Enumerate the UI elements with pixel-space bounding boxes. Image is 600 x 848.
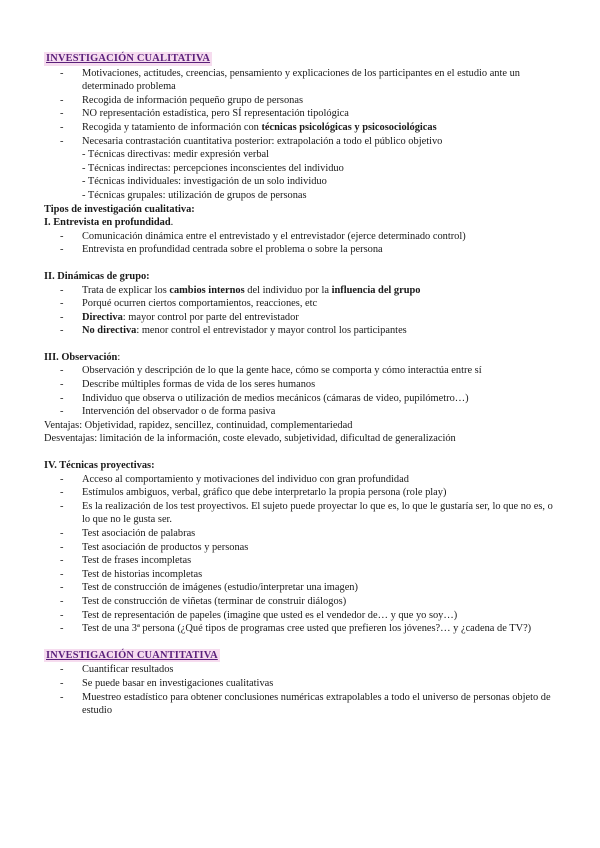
list-item: - Test de representación de papeles (imagine que usted es el vendedor de… y que yo soy…) xyxy=(44,609,560,623)
list-item: - Entrevista en profundidad centrada sobre el problema o sobre la persona xyxy=(44,243,560,257)
list-item: - Test asociación de productos y personas xyxy=(44,541,560,555)
list-item: - Cuantificar resultados xyxy=(44,663,560,677)
list-item: - Porqué ocurren ciertos comportamientos, reacciones, etc xyxy=(44,297,560,311)
technique-item: - Técnicas grupales: utilización de grupos de personas xyxy=(82,189,307,201)
list-item: - Test de una 3ª persona (¿Qué tipos de programas cree usted que prefieren los jóvenes?… y ¿cadena de TV?) xyxy=(44,622,560,636)
list-item: - Acceso al comportamiento y motivaciones del individuo con gran profundidad xyxy=(44,473,560,487)
proyectivas-heading: IV. Técnicas proyectivas: xyxy=(44,460,155,472)
entrevista-list xyxy=(44,230,560,257)
dinamicas-list xyxy=(44,284,560,338)
list-item: - Se puede basar en investigaciones cualitativas xyxy=(44,677,560,691)
list-item: - Individuo que observa o utilización de medios mecánicos (cámaras de video, pupilómetro…) xyxy=(44,392,560,406)
list-item: - Directiva: mayor control por parte del entrevistador xyxy=(44,311,560,325)
list-item: - Muestreo estadístico para obtener conclusiones numéricas extrapolables a todo el universo de personas objeto de estudio xyxy=(44,691,560,718)
observacion-list xyxy=(44,364,560,418)
cualitativa-list xyxy=(44,67,560,149)
list-item: - No directiva: menor control el entrevistador y mayor control los participantes xyxy=(44,324,560,338)
list-item: - Describe múltiples formas de vida de los seres humanos xyxy=(44,378,560,392)
list-item: - NO representación estadística, pero SÍ representación tipológica xyxy=(44,107,560,121)
dinamicas-heading: II. Dinámicas de grupo: xyxy=(44,270,150,282)
list-item: - Test de historias incompletas xyxy=(44,568,560,582)
ventajas-text: Ventajas: Objetividad, rapidez, sencillez, continuidad, complementariedad xyxy=(44,419,353,431)
list-item: - Recogida de información pequeño grupo de personas xyxy=(44,94,560,108)
technique-item: - Técnicas individuales: investigación de un solo individuo xyxy=(82,176,327,188)
list-item: - Comunicación dinámica entre el entrevistado y el entrevistador (ejerce determinado control) xyxy=(44,230,560,244)
item-text: Recogida y tatamiento de información con xyxy=(82,121,262,133)
cuantitativa-list xyxy=(44,663,560,717)
list-item: - Estímulos ambiguos, verbal, gráfico que debe interpretarlo la propia persona (role play) xyxy=(44,486,560,500)
entrevista-heading: I. Entrevista en profundidad. xyxy=(44,217,174,229)
list-item: - Test de construcción de viñetas (terminar de construir diálogos) xyxy=(44,595,560,609)
list-item: - Es la realización de los test proyectivos. El sujeto puede proyectar lo que es, lo que le gustaría ser, lo que no es, o lo que no le gusta ser. xyxy=(44,500,560,527)
item-bold-text: técnicas psicológicas y psicosociológicas xyxy=(261,121,437,133)
list-item: - Test de construcción de imágenes (estudio/interpretar una imagen) xyxy=(44,581,560,595)
technique-item: - Técnicas indirectas: percepciones inconscientes del individuo xyxy=(82,162,344,174)
proyectivas-list xyxy=(44,473,560,636)
list-item: - Necesaria contrastación cuantitativa posterior: extrapolación a todo el público objetivo xyxy=(44,135,560,149)
observacion-heading: III. Observación: xyxy=(44,351,121,363)
list-item: - Test de frases incompletas xyxy=(44,554,560,568)
section-title-cualitativa: INVESTIGACIÓN CUALITATIVA xyxy=(46,53,211,64)
techniques-list xyxy=(44,148,560,202)
types-heading: Tipos de investigación cualitativa: xyxy=(44,203,195,215)
technique-item: - Técnicas directivas: medir expresión verbal xyxy=(82,149,270,161)
list-item: - Test asociación de palabras xyxy=(44,527,560,541)
section-title-cuantitativa: INVESTIGACIÓN CUANTITATIVA xyxy=(46,649,218,661)
list-item: - Motivaciones, actitudes, creencias, pensamiento y explicaciones de los participantes en el estudio ante un determinado problema xyxy=(44,67,560,94)
list-item: - Observación y descripción de lo que la gente hace, cómo se comporta y cómo interactúa entre sí xyxy=(44,364,560,378)
list-item: - Intervención del observador o de forma pasiva xyxy=(44,405,560,419)
desventajas-text: Desventajas: limitación de la información, coste elevado, subjetividad, dificultad de generalización xyxy=(44,433,456,445)
list-item: - Trata de explicar los cambios internos del individuo por la influencia del grupo xyxy=(44,284,560,298)
list-item xyxy=(44,121,560,135)
